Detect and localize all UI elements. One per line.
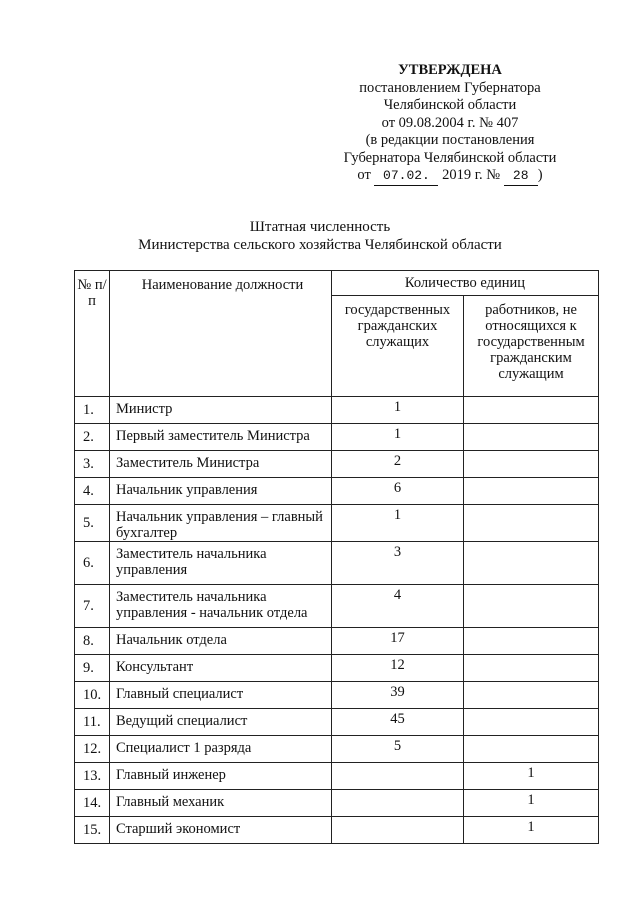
- table-row: [75, 451, 599, 478]
- row-position: Специалист 1 разряда: [110, 736, 332, 763]
- row-number: 10.: [75, 682, 110, 709]
- document-heading: [0, 218, 640, 254]
- row-civil-count: 1: [332, 505, 464, 542]
- row-civil-count: [332, 817, 464, 844]
- row-number: 12.: [75, 736, 110, 763]
- row-civil-count: 1: [332, 424, 464, 451]
- row-position: Старший экономист: [110, 817, 332, 844]
- row-noncivil-count: [464, 542, 599, 585]
- amendment-date: 07.02.: [374, 167, 438, 186]
- table-row: [75, 478, 599, 505]
- row-number: 8.: [75, 628, 110, 655]
- row-civil-count: 17: [332, 628, 464, 655]
- row-number: 6.: [75, 542, 110, 585]
- row-noncivil-count: 1: [464, 817, 599, 844]
- row-position: Главный специалист: [110, 682, 332, 709]
- row-civil-count: 12: [332, 655, 464, 682]
- row-position: Начальник отдела: [110, 628, 332, 655]
- approval-title: УТВЕРЖДЕНА: [398, 62, 502, 78]
- row-number: 2.: [75, 424, 110, 451]
- row-position: Ведущий специалист: [110, 709, 332, 736]
- row-number: 14.: [75, 790, 110, 817]
- approval-line: постановлением Губернатора: [359, 79, 541, 96]
- row-noncivil-count: [464, 655, 599, 682]
- row-civil-count: 39: [332, 682, 464, 709]
- row-number: 11.: [75, 709, 110, 736]
- amendment-prefix: от: [357, 167, 371, 183]
- row-position: Министр: [110, 397, 332, 424]
- header-non-civil-workers: работников, не относящихся к государственным гражданским служащим: [464, 296, 599, 397]
- row-noncivil-count: [464, 424, 599, 451]
- row-civil-count: 2: [332, 451, 464, 478]
- table-row: [75, 736, 599, 763]
- table-row: [75, 628, 599, 655]
- row-number: 7.: [75, 585, 110, 628]
- row-position: Консультант: [110, 655, 332, 682]
- row-noncivil-count: [464, 478, 599, 505]
- row-number: 4.: [75, 478, 110, 505]
- row-noncivil-count: [464, 397, 599, 424]
- row-position: Заместитель начальника управления - начальник отдела: [110, 585, 332, 628]
- table-row: [75, 397, 599, 424]
- row-noncivil-count: [464, 736, 599, 763]
- row-noncivil-count: [464, 451, 599, 478]
- row-position: Главный инженер: [110, 763, 332, 790]
- approval-stamp: [330, 62, 570, 186]
- approval-line: (в редакции постановления: [365, 132, 535, 148]
- row-civil-count: 4: [332, 585, 464, 628]
- amendment-year: 2019 г. №: [442, 167, 501, 183]
- row-civil-count: 45: [332, 709, 464, 736]
- header-position: Наименование должности: [110, 271, 332, 397]
- table-row: [75, 817, 599, 844]
- row-position: Начальник управления – главный бухгалтер: [110, 505, 332, 542]
- row-number: 9.: [75, 655, 110, 682]
- row-number: 13.: [75, 763, 110, 790]
- header-row: [75, 271, 599, 296]
- row-civil-count: 5: [332, 736, 464, 763]
- row-civil-count: 1: [332, 397, 464, 424]
- amendment-number: 28: [504, 167, 538, 186]
- table-row: [75, 790, 599, 817]
- row-noncivil-count: [464, 585, 599, 628]
- row-number: 1.: [75, 397, 110, 424]
- amendment-line: [330, 167, 570, 186]
- table-row: [75, 424, 599, 451]
- amendment-close: ): [537, 167, 543, 183]
- table-row: [75, 585, 599, 628]
- row-position: Главный механик: [110, 790, 332, 817]
- row-noncivil-count: 1: [464, 790, 599, 817]
- row-position: Первый заместитель Министра: [110, 424, 332, 451]
- approval-line: Губернатора Челябинской области: [343, 149, 557, 166]
- row-noncivil-count: [464, 505, 599, 542]
- row-position: Заместитель начальника управления: [110, 542, 332, 585]
- table-row: [75, 709, 599, 736]
- row-number: 15.: [75, 817, 110, 844]
- row-number: 5.: [75, 505, 110, 542]
- row-noncivil-count: [464, 628, 599, 655]
- table-row: [75, 763, 599, 790]
- table-row: [75, 682, 599, 709]
- table-row: [75, 655, 599, 682]
- row-civil-count: 3: [332, 542, 464, 585]
- row-civil-count: [332, 790, 464, 817]
- header-quantity: Количество единиц: [332, 271, 599, 296]
- header-num: № п/п: [75, 271, 110, 397]
- row-noncivil-count: 1: [464, 763, 599, 790]
- row-civil-count: [332, 763, 464, 790]
- row-position: Заместитель Министра: [110, 451, 332, 478]
- approval-line: Челябинской области: [383, 97, 517, 113]
- row-position: Начальник управления: [110, 478, 332, 505]
- row-civil-count: 6: [332, 478, 464, 505]
- row-noncivil-count: [464, 682, 599, 709]
- document-subtitle: Министерства сельского хозяйства Челябинской области: [138, 237, 502, 253]
- header-civil-servants: государственных гражданских служащих: [332, 296, 464, 397]
- table-row: [75, 505, 599, 542]
- staffing-table: [74, 270, 599, 844]
- row-number: 3.: [75, 451, 110, 478]
- row-noncivil-count: [464, 709, 599, 736]
- document-title: Штатная численность: [249, 219, 391, 235]
- approval-line: от 09.08.2004 г. № 407: [381, 114, 519, 131]
- table-row: [75, 542, 599, 585]
